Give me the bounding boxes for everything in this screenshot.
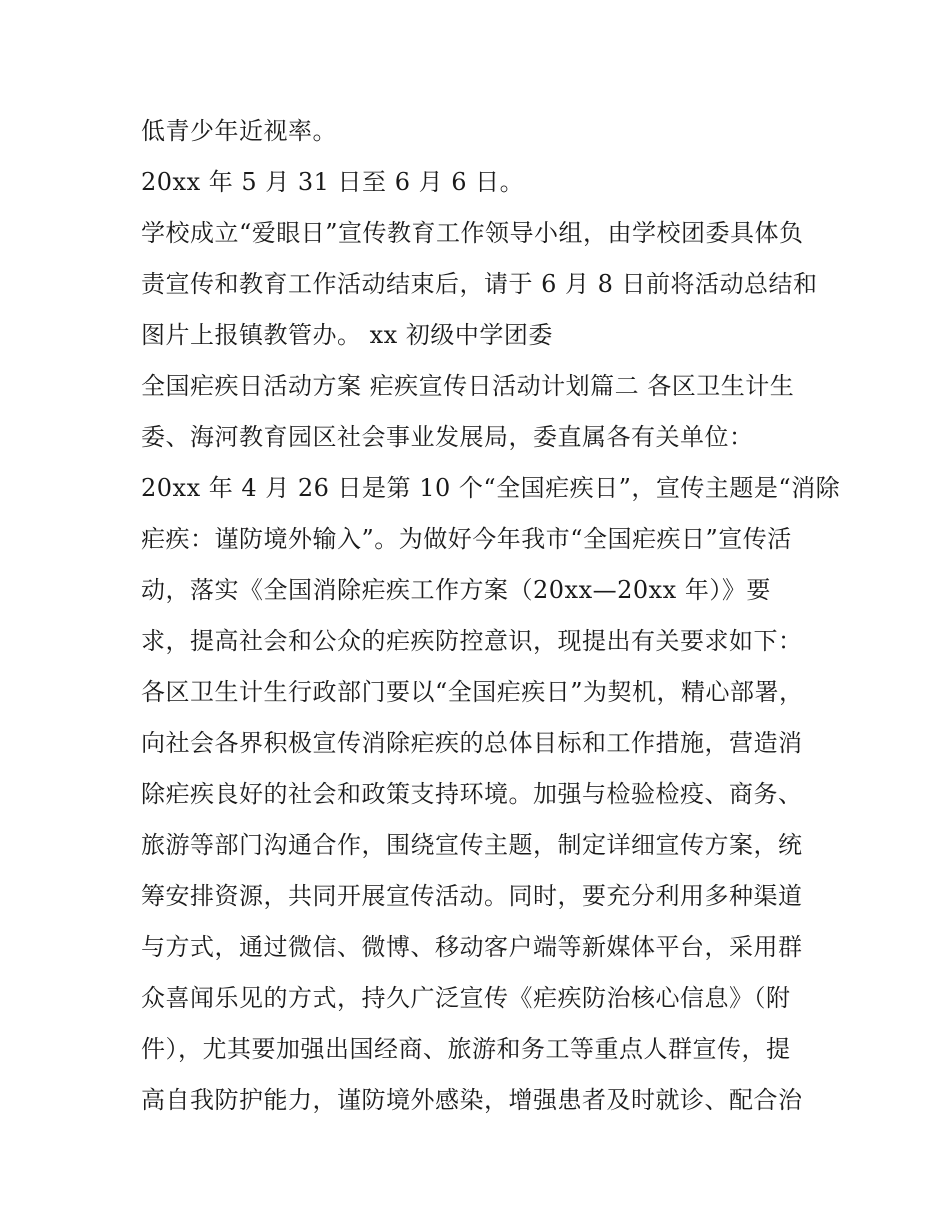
text-line: 低青少年近视率。 (141, 117, 337, 145)
text-line: 委、海河教育园区社会事业发展局，委直属各有关单位： (141, 423, 754, 451)
text-line: 20xx 年 5 月 31 日至 6 月 6 日。 (141, 168, 525, 196)
text-line: 责宣传和教育工作活动结束后，请于 6 月 8 日前将活动总结和 (141, 270, 818, 298)
text-line: 求，提高社会和公众的疟疾防控意识，现提出有关要求如下： (141, 627, 803, 655)
text-line: 疟疾：谨防境外输入”。为做好今年我市“全国疟疾日”宣传活 (141, 525, 792, 553)
text-line: 件），尤其要加强出国经商、旅游和务工等重点人群宣传，提 (141, 1035, 791, 1063)
text-line: 全国疟疾日活动方案 疟疾宣传日活动计划篇二 各区卫生计生 (141, 372, 795, 400)
text-line: 学校成立“爱眼日”宣传教育工作领导小组，由学校团委具体负 (141, 219, 804, 247)
text-line: 众喜闻乐见的方式，持久广泛宣传《疟疾防治核心信息》（附 (141, 984, 791, 1012)
text-line: 动，落实《全国消除疟疾工作方案（20xx—20xx 年）》要 (141, 576, 771, 604)
text-line: 旅游等部门沟通合作，围绕宣传主题，制定详细宣传方案，统 (141, 831, 803, 859)
text-line: 20xx 年 4 月 26 日是第 10 个“全国疟疾日”，宣传主题是“消除 (141, 474, 841, 502)
text-line: 高自我防护能力，谨防境外感染，增强患者及时就诊、配合治 (141, 1086, 803, 1114)
text-line: 与方式，通过微信、微博、移动客户端等新媒体平台，采用群 (141, 933, 803, 961)
text-line: 各区卫生计生行政部门要以“全国疟疾日”为契机，精心部署， (141, 678, 804, 706)
text-line: 向社会各界积极宣传消除疟疾的总体目标和工作措施，营造消 (141, 729, 803, 757)
text-line: 筹安排资源，共同开展宣传活动。同时，要充分利用多种渠道 (141, 882, 803, 910)
text-line: 图片上报镇教管办。 xx 初级中学团委 (141, 321, 553, 349)
document-body (141, 106, 841, 1126)
text-line: 除疟疾良好的社会和政策支持环境。加强与检验检疫、商务、 (141, 780, 803, 808)
